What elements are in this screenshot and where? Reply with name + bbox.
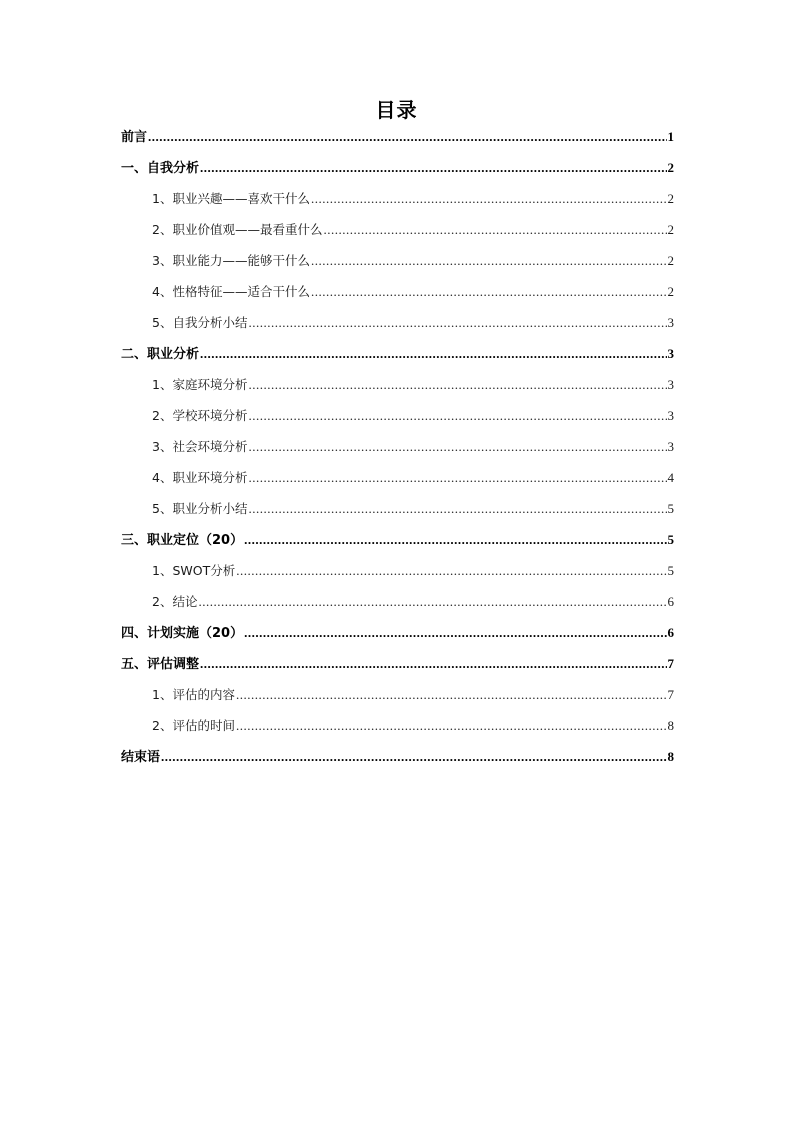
toc-page-number: 3 bbox=[667, 346, 674, 361]
toc-section-entry[interactable] bbox=[121, 462, 674, 493]
toc-page-number: 8 bbox=[667, 749, 674, 764]
toc-dot-leader bbox=[248, 369, 666, 400]
toc-page-number: 3 bbox=[667, 408, 674, 423]
toc-entry-title: 一、自我分析 bbox=[121, 161, 200, 176]
toc-dot-leader bbox=[311, 245, 667, 276]
toc-section-entry[interactable] bbox=[121, 586, 674, 617]
toc-entry-title: 3、社会环境分析 bbox=[152, 439, 248, 454]
toc-page-number: 6 bbox=[667, 594, 674, 609]
toc-list bbox=[121, 121, 674, 772]
toc-section-entry[interactable] bbox=[121, 679, 674, 710]
toc-page-number: 6 bbox=[667, 625, 674, 640]
toc-section-entry[interactable] bbox=[121, 307, 674, 338]
toc-chapter-entry[interactable] bbox=[121, 617, 674, 648]
toc-dot-leader bbox=[161, 741, 666, 772]
toc-page-number: 4 bbox=[667, 470, 674, 485]
toc-section-entry[interactable] bbox=[121, 245, 674, 276]
toc-page-number: 8 bbox=[667, 718, 674, 733]
toc-page-number: 7 bbox=[667, 687, 674, 702]
toc-section-entry[interactable] bbox=[121, 369, 674, 400]
toc-entry-title: 1、家庭环境分析 bbox=[152, 377, 248, 392]
toc-dot-leader bbox=[248, 307, 666, 338]
toc-dot-leader bbox=[148, 121, 666, 152]
toc-section-entry[interactable] bbox=[121, 493, 674, 524]
toc-chapter-entry[interactable] bbox=[121, 121, 674, 152]
toc-chapter-entry[interactable] bbox=[121, 524, 674, 555]
toc-entry-title: 1、SWOT分析 bbox=[152, 563, 236, 578]
toc-section-entry[interactable] bbox=[121, 214, 674, 245]
toc-dot-leader bbox=[311, 276, 667, 307]
toc-entry-title: 二、职业分析 bbox=[121, 347, 200, 362]
toc-section-entry[interactable] bbox=[121, 710, 674, 741]
toc-section-entry[interactable] bbox=[121, 276, 674, 307]
toc-entry-title: 三、职业定位（20） bbox=[121, 533, 244, 548]
toc-entry-title: 2、职业价值观——最看重什么 bbox=[152, 222, 323, 237]
toc-page-number: 2 bbox=[667, 253, 674, 268]
toc-page-number: 1 bbox=[667, 129, 674, 144]
toc-dot-leader bbox=[200, 648, 666, 679]
toc-dot-leader bbox=[311, 183, 667, 214]
toc-chapter-entry[interactable] bbox=[121, 648, 674, 679]
toc-dot-leader bbox=[198, 586, 666, 617]
toc-entry-title: 四、计划实施（20） bbox=[121, 626, 244, 641]
toc-page-number: 5 bbox=[667, 501, 674, 516]
toc-page-number: 3 bbox=[667, 439, 674, 454]
toc-entry-title: 2、评估的时间 bbox=[152, 718, 235, 733]
toc-dot-leader bbox=[248, 493, 666, 524]
toc-dot-leader bbox=[244, 524, 666, 555]
toc-dot-leader bbox=[248, 431, 666, 462]
toc-dot-leader bbox=[323, 214, 666, 245]
toc-chapter-entry[interactable] bbox=[121, 741, 674, 772]
toc-entry-title: 2、结论 bbox=[152, 594, 198, 609]
toc-entry-title: 五、评估调整 bbox=[121, 657, 200, 672]
toc-page-number: 3 bbox=[667, 377, 674, 392]
toc-entry-title: 4、职业环境分析 bbox=[152, 470, 248, 485]
toc-section-entry[interactable] bbox=[121, 183, 674, 214]
toc-entry-title: 5、职业分析小结 bbox=[152, 501, 248, 516]
toc-entry-title: 3、职业能力——能够干什么 bbox=[152, 253, 310, 268]
toc-page-number: 2 bbox=[667, 191, 674, 206]
toc-dot-leader bbox=[248, 400, 666, 431]
toc-entry-title: 5、自我分析小结 bbox=[152, 315, 248, 330]
toc-entry-title: 结束语 bbox=[121, 750, 161, 765]
toc-section-entry[interactable] bbox=[121, 400, 674, 431]
toc-dot-leader bbox=[236, 555, 666, 586]
toc-entry-title: 前言 bbox=[121, 130, 148, 145]
toc-section-entry[interactable] bbox=[121, 431, 674, 462]
toc-entry-title: 1、评估的内容 bbox=[152, 687, 235, 702]
toc-page-number: 2 bbox=[667, 284, 674, 299]
toc-page-number: 2 bbox=[667, 222, 674, 237]
toc-page-number: 7 bbox=[667, 656, 674, 671]
toc-page-number: 5 bbox=[667, 563, 674, 578]
toc-page-number: 5 bbox=[667, 532, 674, 547]
toc-dot-leader bbox=[248, 462, 666, 493]
toc-section-entry[interactable] bbox=[121, 555, 674, 586]
toc-entry-title: 4、性格特征——适合干什么 bbox=[152, 284, 310, 299]
toc-dot-leader bbox=[236, 710, 667, 741]
toc-page-number: 2 bbox=[667, 160, 674, 175]
toc-dot-leader bbox=[244, 617, 666, 648]
toc-chapter-entry[interactable] bbox=[121, 338, 674, 369]
toc-entry-title: 1、职业兴趣——喜欢干什么 bbox=[152, 191, 310, 206]
toc-entry-title: 2、学校环境分析 bbox=[152, 408, 248, 423]
toc-dot-leader bbox=[200, 338, 666, 369]
toc-title: 目录 bbox=[375, 98, 418, 122]
toc-dot-leader bbox=[200, 152, 666, 183]
toc-chapter-entry[interactable] bbox=[121, 152, 674, 183]
toc-page-number: 3 bbox=[667, 315, 674, 330]
toc-dot-leader bbox=[236, 679, 667, 710]
